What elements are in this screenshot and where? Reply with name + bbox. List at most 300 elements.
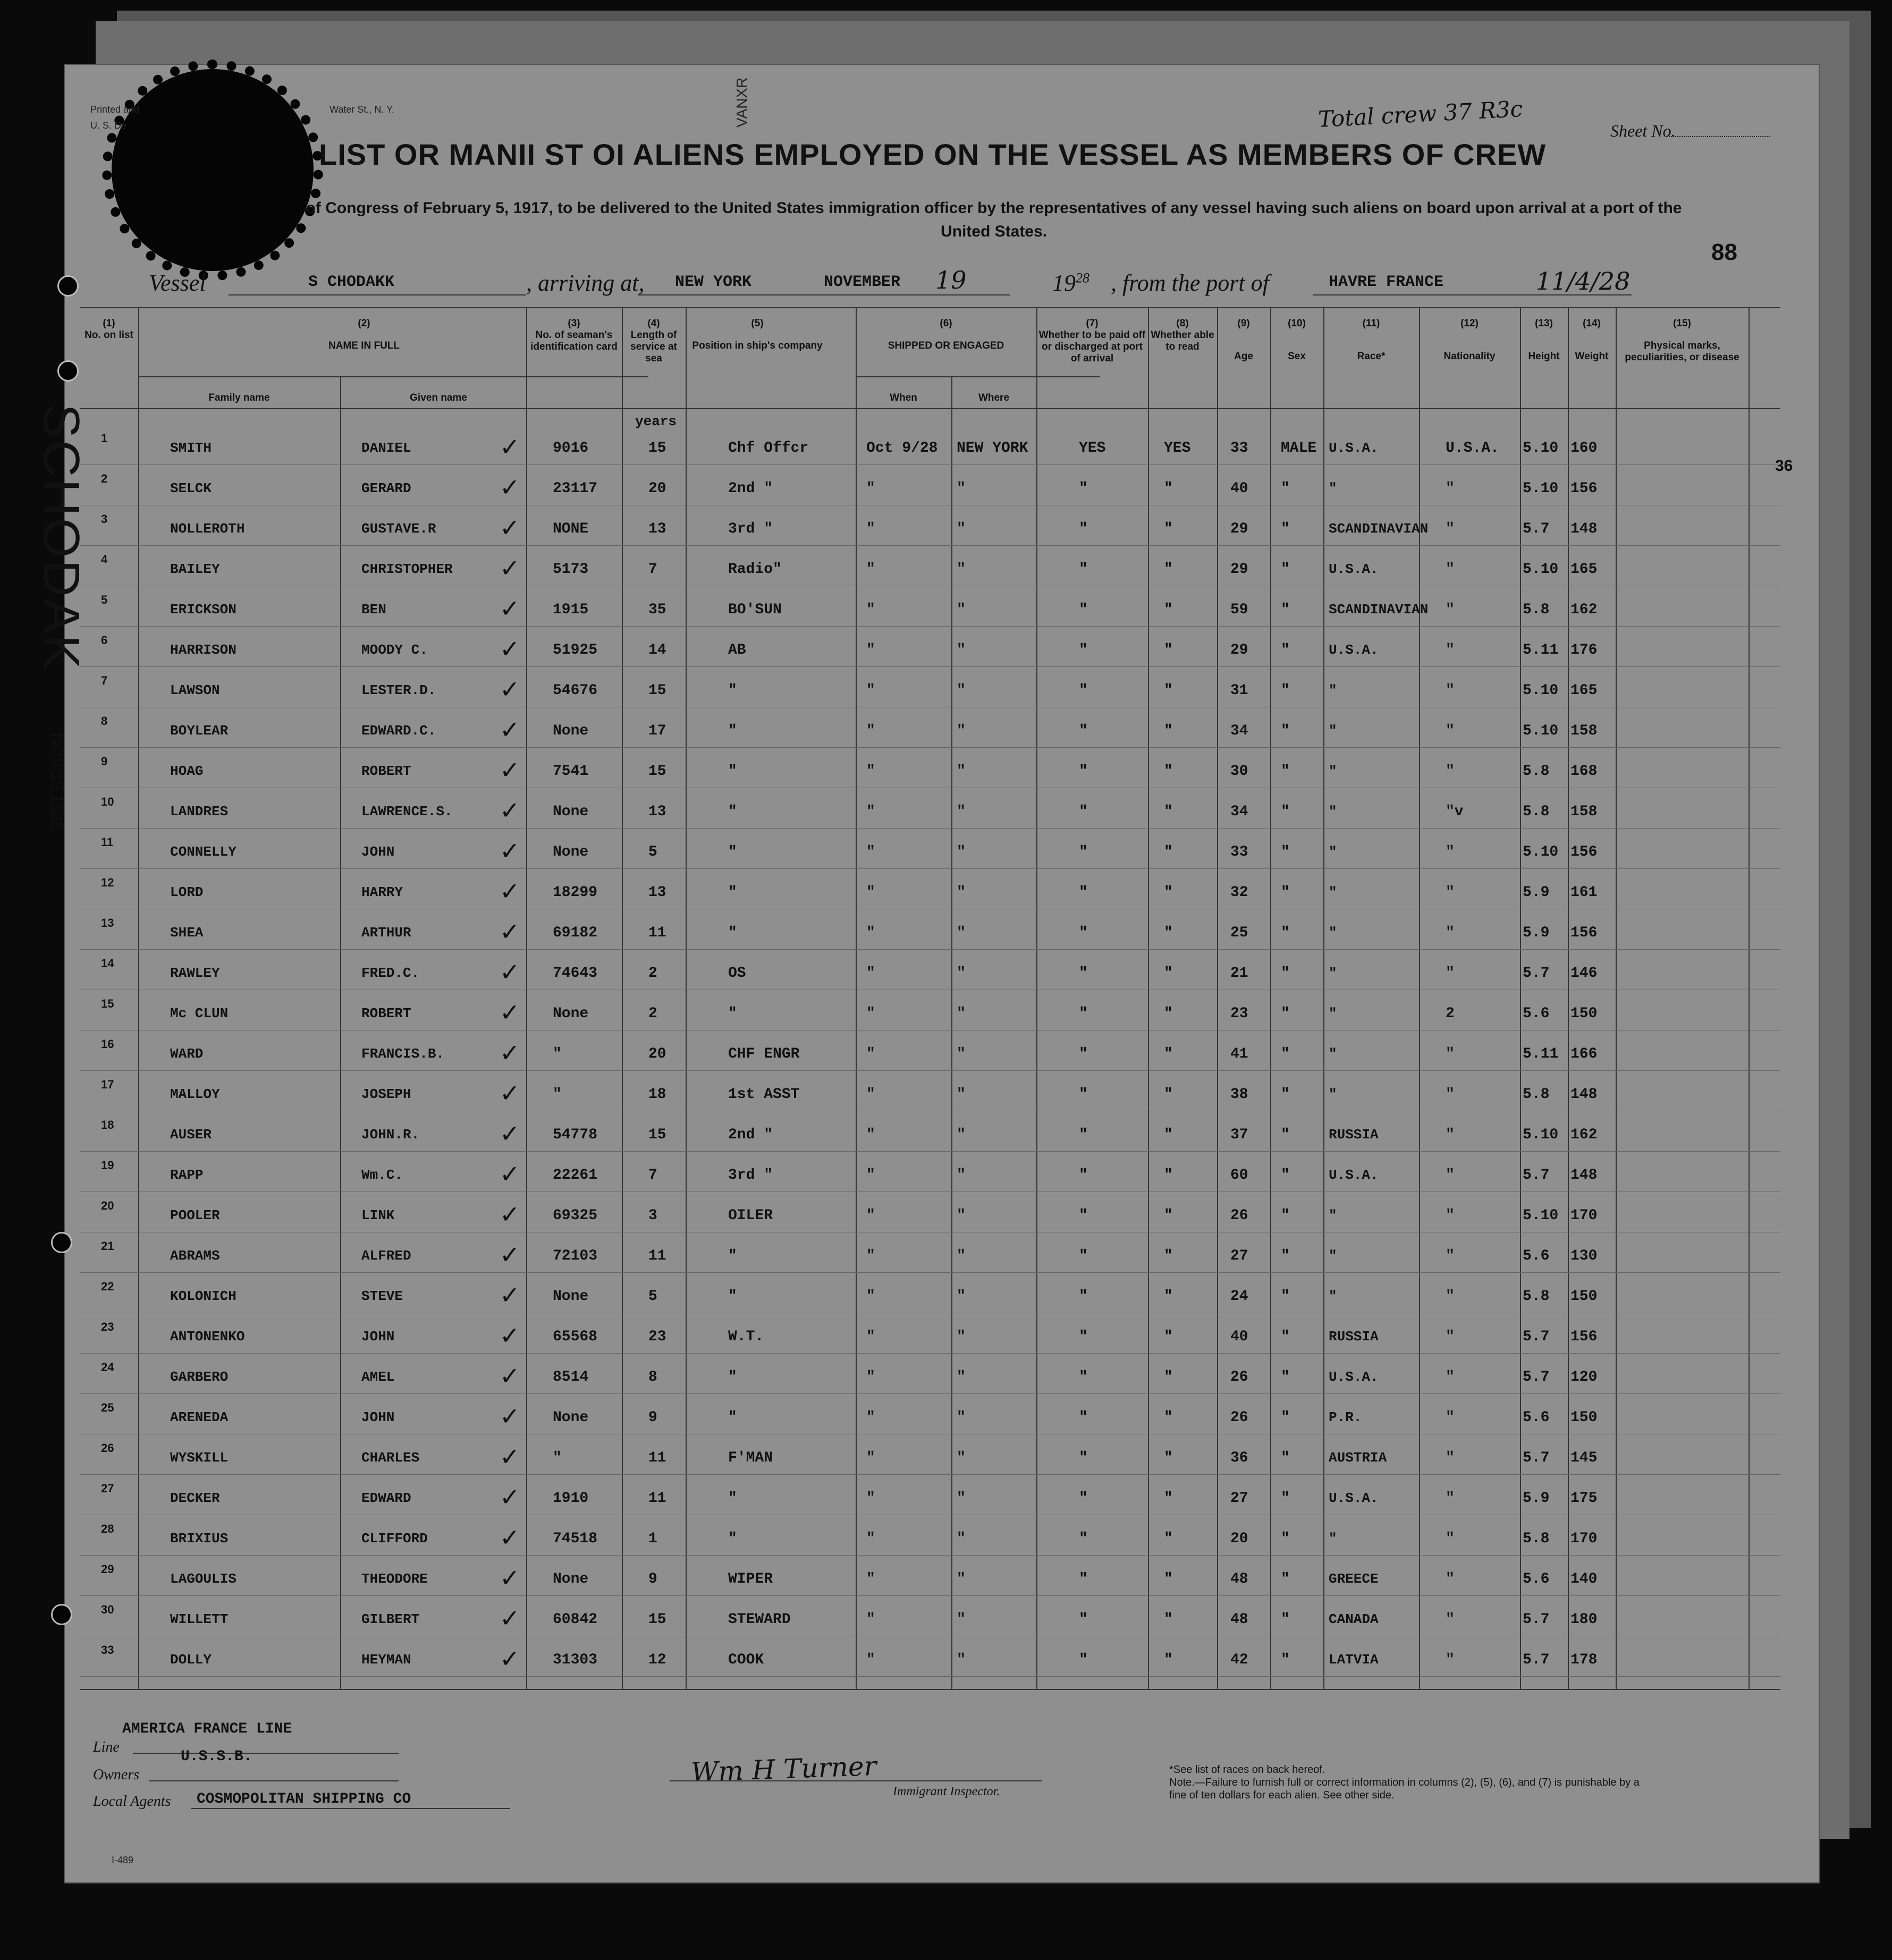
table-row bbox=[80, 1555, 1780, 1556]
cell-service-years: 5 bbox=[648, 844, 657, 860]
cell-list-number: 16 bbox=[101, 1037, 114, 1051]
column-divider bbox=[1217, 307, 1218, 1689]
sheet-number-blank bbox=[1669, 136, 1770, 137]
cell-height: 5.9 bbox=[1523, 1490, 1550, 1507]
cell-age: 48 bbox=[1230, 1611, 1248, 1628]
table-row bbox=[80, 828, 1780, 829]
cell-service-years: 23 bbox=[648, 1329, 666, 1345]
cell-given-name: CHARLES bbox=[361, 1450, 420, 1466]
cell-weight: 165 bbox=[1570, 561, 1598, 578]
arrival-date-stamp: NOV 19 1928 bbox=[48, 733, 66, 830]
cell-position: " bbox=[728, 804, 737, 820]
cell-height: 5.8 bbox=[1523, 602, 1550, 618]
cell-given-name: EDWARD.C. bbox=[361, 723, 436, 739]
cell-paid-off: " bbox=[1079, 1006, 1088, 1022]
cell-shipped-where: " bbox=[957, 1409, 966, 1426]
check-mark-icon: ✓ bbox=[500, 433, 520, 461]
cell-position: " bbox=[728, 1490, 737, 1507]
handwritten-crew-note: Total crew 37 R3c bbox=[1317, 95, 1524, 133]
cell-service-years: 7 bbox=[648, 1167, 657, 1184]
cell-able-to-read: " bbox=[1164, 925, 1173, 941]
cell-shipped-when: " bbox=[866, 965, 875, 982]
cell-nationality: " bbox=[1446, 1248, 1455, 1264]
cell-service-years: 15 bbox=[648, 682, 666, 699]
cell-age: 41 bbox=[1230, 1046, 1248, 1062]
cell-able-to-read: " bbox=[1164, 1450, 1173, 1466]
cell-nationality: " bbox=[1446, 723, 1455, 739]
owners-underline bbox=[149, 1780, 399, 1781]
cell-able-to-read: " bbox=[1164, 844, 1173, 860]
cell-nationality: " bbox=[1446, 1611, 1455, 1628]
cell-sex: " bbox=[1281, 925, 1290, 941]
cell-height: 5.6 bbox=[1523, 1571, 1550, 1587]
cell-sex: " bbox=[1281, 1127, 1290, 1143]
cell-given-name: MOODY C. bbox=[361, 642, 428, 658]
cell-id-card: 69325 bbox=[553, 1207, 598, 1224]
cell-weight: 130 bbox=[1570, 1248, 1598, 1264]
cell-shipped-when: " bbox=[866, 1571, 875, 1587]
port-underline bbox=[1313, 294, 1632, 295]
printer-line: Printed and bbox=[90, 104, 140, 115]
cell-able-to-read: " bbox=[1164, 1167, 1173, 1184]
cell-weight: 156 bbox=[1570, 480, 1598, 497]
table-bottom-border bbox=[80, 1689, 1780, 1690]
cell-shipped-when: " bbox=[866, 844, 875, 860]
cell-sex: " bbox=[1281, 965, 1290, 982]
cell-age: 36 bbox=[1230, 1450, 1248, 1466]
cell-paid-off: " bbox=[1079, 1652, 1088, 1668]
check-mark-icon: ✓ bbox=[500, 594, 520, 623]
cell-weight: 178 bbox=[1570, 1652, 1598, 1668]
cell-race: GREECE bbox=[1329, 1571, 1379, 1587]
cell-position: " bbox=[728, 1248, 737, 1264]
owners-value: U.S.S.B. bbox=[181, 1748, 252, 1765]
cell-shipped-where: " bbox=[957, 1086, 966, 1103]
cell-id-card: 54778 bbox=[553, 1127, 598, 1143]
cell-nationality: " bbox=[1446, 521, 1455, 537]
table-row bbox=[80, 1676, 1780, 1677]
cell-race: RUSSIA bbox=[1329, 1127, 1379, 1143]
cell-position: Chf Offcr bbox=[728, 440, 809, 457]
cell-height: 5.7 bbox=[1523, 1329, 1550, 1345]
cell-shipped-when: " bbox=[866, 1409, 875, 1426]
cell-shipped-where: " bbox=[957, 1127, 966, 1143]
cell-shipped-when: " bbox=[866, 763, 875, 780]
cell-shipped-when: " bbox=[866, 1046, 875, 1062]
cell-age: 29 bbox=[1230, 561, 1248, 578]
cell-shipped-where: " bbox=[957, 763, 966, 780]
form-number: I-489 bbox=[112, 1855, 134, 1865]
cell-height: 5.7 bbox=[1523, 1167, 1550, 1184]
column-divider bbox=[526, 307, 527, 1689]
cell-sex: " bbox=[1281, 480, 1290, 497]
cell-age: 34 bbox=[1230, 804, 1248, 820]
cell-weight: 120 bbox=[1570, 1369, 1598, 1385]
cell-race: " bbox=[1329, 1531, 1337, 1547]
cell-id-card: 1915 bbox=[553, 602, 589, 618]
cell-given-name: THEODORE bbox=[361, 1571, 428, 1587]
arriving-label: , arriving at, bbox=[526, 270, 645, 296]
cell-id-card: None bbox=[553, 723, 589, 739]
cell-able-to-read: " bbox=[1164, 480, 1173, 497]
cell-height: 5.7 bbox=[1523, 1611, 1550, 1628]
cell-sex: " bbox=[1281, 1531, 1290, 1547]
cell-service-years: 18 bbox=[648, 1086, 666, 1103]
col-sex-header: (10) Sex bbox=[1288, 318, 1306, 362]
col-service-header: (4) Length of service at sea bbox=[630, 318, 677, 364]
cell-id-card: 5173 bbox=[553, 561, 589, 578]
cell-nationality: " bbox=[1446, 925, 1455, 941]
cell-family-name: SELCK bbox=[170, 480, 212, 496]
cell-shipped-when: " bbox=[866, 804, 875, 820]
cell-list-number: 26 bbox=[101, 1441, 114, 1455]
cell-shipped-when: " bbox=[866, 1490, 875, 1507]
cell-weight: 160 bbox=[1570, 440, 1598, 457]
cell-service-years: 1 bbox=[648, 1531, 657, 1547]
cell-age: 42 bbox=[1230, 1652, 1248, 1668]
cell-height: 5.10 bbox=[1523, 844, 1559, 860]
cell-list-number: 17 bbox=[101, 1078, 114, 1091]
cell-able-to-read: " bbox=[1164, 1329, 1173, 1345]
cell-family-name: LANDRES bbox=[170, 804, 229, 820]
cell-family-name: MALLOY bbox=[170, 1086, 220, 1102]
column-divider bbox=[138, 307, 139, 1689]
cell-position: OS bbox=[728, 965, 746, 982]
cell-paid-off: " bbox=[1079, 1611, 1088, 1628]
cell-paid-off: " bbox=[1079, 1288, 1088, 1305]
cell-paid-off: " bbox=[1079, 763, 1088, 780]
cell-given-name: JOHN bbox=[361, 1329, 395, 1345]
line-value: AMERICA FRANCE LINE bbox=[122, 1721, 292, 1737]
cell-able-to-read: " bbox=[1164, 1207, 1173, 1224]
cell-shipped-when: " bbox=[866, 521, 875, 537]
cell-shipped-where: " bbox=[957, 1652, 966, 1668]
cell-nationality: " bbox=[1446, 1046, 1455, 1062]
check-mark-icon: ✓ bbox=[500, 1079, 520, 1108]
cell-family-name: LAWSON bbox=[170, 682, 220, 698]
line-label: Line bbox=[93, 1739, 120, 1755]
check-mark-icon: ✓ bbox=[500, 1119, 520, 1148]
cell-position: BO'SUN bbox=[728, 602, 782, 618]
cell-able-to-read: " bbox=[1164, 884, 1173, 901]
cell-service-years: 11 bbox=[648, 1248, 666, 1264]
cell-service-years: 11 bbox=[648, 925, 666, 941]
cell-height: 5.10 bbox=[1523, 682, 1559, 699]
cell-paid-off: " bbox=[1079, 1531, 1088, 1547]
cell-race: " bbox=[1329, 682, 1337, 698]
cell-weight: 175 bbox=[1570, 1490, 1598, 1507]
cell-shipped-where: " bbox=[957, 965, 966, 982]
cell-paid-off: " bbox=[1079, 1571, 1088, 1587]
cell-weight: 180 bbox=[1570, 1611, 1598, 1628]
cell-age: 23 bbox=[1230, 1006, 1248, 1022]
column-divider bbox=[1323, 307, 1324, 1689]
cell-family-name: BAILEY bbox=[170, 561, 220, 577]
cell-position: W.T. bbox=[728, 1329, 764, 1345]
cell-service-years: 5 bbox=[648, 1288, 657, 1305]
cell-paid-off: " bbox=[1079, 480, 1088, 497]
cell-sex: " bbox=[1281, 1611, 1290, 1628]
cell-given-name: DANIEL bbox=[361, 440, 411, 456]
cell-sex: " bbox=[1281, 642, 1290, 658]
cell-weight: 140 bbox=[1570, 1571, 1598, 1587]
col-paid-off-header: (7) Whether to be paid off or discharged at port of arrival bbox=[1038, 318, 1146, 364]
table-row bbox=[80, 1272, 1780, 1273]
cell-list-number: 7 bbox=[101, 674, 108, 687]
cell-position: F'MAN bbox=[728, 1450, 773, 1466]
check-mark-icon: ✓ bbox=[500, 513, 520, 542]
cell-shipped-when: " bbox=[866, 1207, 875, 1224]
cell-able-to-read: " bbox=[1164, 1006, 1173, 1022]
cell-able-to-read: " bbox=[1164, 602, 1173, 618]
cell-shipped-when: " bbox=[866, 1086, 875, 1103]
cell-shipped-when: " bbox=[866, 682, 875, 699]
cell-age: 31 bbox=[1230, 682, 1248, 699]
cell-nationality: " bbox=[1446, 1409, 1455, 1426]
cell-family-name: DECKER bbox=[170, 1490, 220, 1506]
cell-family-name: LAGOULIS bbox=[170, 1571, 236, 1587]
cell-list-number: 27 bbox=[101, 1482, 114, 1495]
check-mark-icon: ✓ bbox=[500, 1200, 520, 1229]
cell-sex: " bbox=[1281, 1329, 1290, 1345]
punch-hole bbox=[57, 275, 79, 297]
agents-value: COSMOPOLITAN SHIPPING CO bbox=[197, 1791, 411, 1807]
cell-service-years: 20 bbox=[648, 480, 666, 497]
cell-service-years: 17 bbox=[648, 723, 666, 739]
agents-label: Local Agents bbox=[93, 1793, 171, 1810]
cell-age: 33 bbox=[1230, 440, 1248, 457]
cell-weight: 146 bbox=[1570, 965, 1598, 982]
cell-weight: 170 bbox=[1570, 1531, 1598, 1547]
cell-given-name: EDWARD bbox=[361, 1490, 411, 1506]
cell-able-to-read: " bbox=[1164, 763, 1173, 780]
cell-id-card: 74518 bbox=[553, 1531, 598, 1547]
col-id-card-header: (3) No. of seaman's identification card bbox=[530, 318, 618, 352]
cell-shipped-where: NEW YORK bbox=[957, 440, 1028, 457]
cell-service-years: 14 bbox=[648, 642, 666, 658]
cell-family-name: ANTONENKO bbox=[170, 1329, 245, 1345]
check-mark-icon: ✓ bbox=[500, 796, 520, 825]
cell-service-years: 13 bbox=[648, 521, 666, 537]
cell-nationality: " bbox=[1446, 642, 1455, 658]
cell-height: 5.11 bbox=[1523, 1046, 1559, 1062]
cell-shipped-where: " bbox=[957, 1450, 966, 1466]
cell-age: 26 bbox=[1230, 1409, 1248, 1426]
check-mark-icon: ✓ bbox=[500, 1402, 520, 1431]
arrival-year: $19^{28}$ bbox=[1052, 270, 1089, 296]
cell-paid-off: " bbox=[1079, 965, 1088, 982]
cell-nationality: " bbox=[1446, 682, 1455, 699]
cell-race: " bbox=[1329, 1207, 1337, 1223]
check-mark-icon: ✓ bbox=[500, 756, 520, 784]
cell-position: 2nd " bbox=[728, 480, 773, 497]
cell-age: 29 bbox=[1230, 642, 1248, 658]
cell-shipped-where: " bbox=[957, 1248, 966, 1264]
cell-family-name: RAPP bbox=[170, 1167, 204, 1183]
cell-race: U.S.A. bbox=[1329, 642, 1379, 658]
cell-race: SCANDINAVIAN bbox=[1329, 602, 1429, 618]
cell-height: 5.8 bbox=[1523, 1086, 1550, 1103]
cell-given-name: FRANCIS.B. bbox=[361, 1046, 445, 1062]
cell-paid-off: " bbox=[1079, 804, 1088, 820]
cell-weight: 158 bbox=[1570, 804, 1598, 820]
cell-height: 5.9 bbox=[1523, 925, 1550, 941]
cell-able-to-read: " bbox=[1164, 1248, 1173, 1264]
cell-family-name: HOAG bbox=[170, 763, 204, 779]
cell-weight: 166 bbox=[1570, 1046, 1598, 1062]
cell-list-number: 29 bbox=[101, 1562, 114, 1576]
column-divider bbox=[1568, 307, 1569, 1689]
check-mark-icon: ✓ bbox=[500, 1362, 520, 1390]
cell-paid-off: " bbox=[1079, 1167, 1088, 1184]
cell-id-card: 74643 bbox=[553, 965, 598, 982]
cell-weight: 150 bbox=[1570, 1288, 1598, 1305]
cell-paid-off: " bbox=[1079, 723, 1088, 739]
table-row bbox=[80, 1393, 1780, 1394]
cell-age: 34 bbox=[1230, 723, 1248, 739]
arriving-place: NEW YORK bbox=[675, 273, 752, 291]
col-nationality-header: (12) Nationality bbox=[1443, 318, 1496, 362]
cell-able-to-read: " bbox=[1164, 1127, 1173, 1143]
cell-family-name: BOYLEAR bbox=[170, 723, 229, 739]
cell-height: 5.8 bbox=[1523, 1288, 1550, 1305]
agents-underline bbox=[191, 1808, 510, 1809]
cell-shipped-where: " bbox=[957, 602, 966, 618]
column-divider bbox=[622, 307, 623, 1689]
cell-paid-off: " bbox=[1079, 561, 1088, 578]
cell-able-to-read: " bbox=[1164, 1652, 1173, 1668]
cell-nationality: " bbox=[1446, 763, 1455, 780]
cell-able-to-read: " bbox=[1164, 521, 1173, 537]
header-bottom-border bbox=[80, 408, 1780, 409]
cell-paid-off: " bbox=[1079, 602, 1088, 618]
col-no-header: (1) No. on list bbox=[85, 318, 133, 341]
cell-id-card: " bbox=[553, 1046, 562, 1062]
cell-height: 5.8 bbox=[1523, 763, 1550, 780]
cell-id-card: 31303 bbox=[553, 1652, 598, 1668]
cell-sex: " bbox=[1281, 561, 1290, 578]
check-mark-icon: ✓ bbox=[500, 1483, 520, 1511]
cell-able-to-read: " bbox=[1164, 682, 1173, 699]
column-divider bbox=[1616, 307, 1617, 1689]
cell-height: 5.7 bbox=[1523, 521, 1550, 537]
cell-shipped-when: " bbox=[866, 1531, 875, 1547]
cell-nationality: "v bbox=[1446, 804, 1464, 820]
cell-paid-off: " bbox=[1079, 1046, 1088, 1062]
cell-race: LATVIA bbox=[1329, 1652, 1379, 1668]
cell-weight: 148 bbox=[1570, 1086, 1598, 1103]
cell-age: 40 bbox=[1230, 1329, 1248, 1345]
cell-able-to-read: " bbox=[1164, 1288, 1173, 1305]
cell-given-name: LESTER.D. bbox=[361, 682, 436, 698]
cell-family-name: SMITH bbox=[170, 440, 212, 456]
col-position-header: (5) Position in ship's company bbox=[692, 318, 823, 351]
cell-shipped-when: " bbox=[866, 1248, 875, 1264]
cell-weight: 145 bbox=[1570, 1450, 1598, 1466]
cell-shipped-when: " bbox=[866, 602, 875, 618]
cell-list-number: 3 bbox=[101, 512, 108, 526]
cell-given-name: LAWRENCE.S. bbox=[361, 804, 453, 820]
cell-list-number: 11 bbox=[101, 835, 114, 849]
cell-age: 20 bbox=[1230, 1531, 1248, 1547]
col-race-header: (11) Race* bbox=[1357, 318, 1386, 362]
cell-race: " bbox=[1329, 844, 1337, 860]
cell-paid-off: " bbox=[1079, 682, 1088, 699]
cell-service-years: 15 bbox=[648, 1611, 666, 1628]
cell-list-number: 10 bbox=[101, 795, 114, 808]
cell-shipped-where: " bbox=[957, 480, 966, 497]
cell-sex: " bbox=[1281, 1046, 1290, 1062]
cell-nationality: " bbox=[1446, 561, 1455, 578]
cell-id-card: None bbox=[553, 804, 589, 820]
cell-shipped-where: " bbox=[957, 1329, 966, 1345]
cell-weight: 150 bbox=[1570, 1409, 1598, 1426]
cell-list-number: 21 bbox=[101, 1239, 114, 1253]
column-divider bbox=[1749, 307, 1750, 1689]
cell-service-years: 9 bbox=[648, 1409, 657, 1426]
cell-position: WIPER bbox=[728, 1571, 773, 1587]
cell-family-name: LORD bbox=[170, 884, 204, 900]
col-age-header: (9) Age bbox=[1234, 318, 1253, 362]
cell-position: STEWARD bbox=[728, 1611, 791, 1628]
cell-list-number: 30 bbox=[101, 1603, 114, 1616]
cell-position: Radio" bbox=[728, 561, 782, 578]
cell-shipped-where: " bbox=[957, 844, 966, 860]
cell-id-card: 51925 bbox=[553, 642, 598, 658]
cell-able-to-read: " bbox=[1164, 1409, 1173, 1426]
cell-sex: " bbox=[1281, 521, 1290, 537]
col-when-header: When bbox=[890, 392, 917, 403]
cell-position: " bbox=[728, 925, 737, 941]
cell-height: 5.7 bbox=[1523, 965, 1550, 982]
cell-height: 5.6 bbox=[1523, 1409, 1550, 1426]
cell-position: " bbox=[728, 884, 737, 901]
cell-list-number: 2 bbox=[101, 472, 108, 485]
cell-weight: 176 bbox=[1570, 642, 1598, 658]
cell-height: 5.10 bbox=[1523, 1127, 1559, 1143]
cell-age: 25 bbox=[1230, 925, 1248, 941]
cell-position: " bbox=[728, 1369, 737, 1385]
sheet-number-label: Sheet No. bbox=[1610, 121, 1676, 140]
cell-id-card: None bbox=[553, 844, 589, 860]
cell-shipped-when: " bbox=[866, 642, 875, 658]
cell-shipped-when: " bbox=[866, 1288, 875, 1305]
cell-sex: " bbox=[1281, 1571, 1290, 1587]
cell-position: 3rd " bbox=[728, 521, 773, 537]
cell-given-name: Wm.C. bbox=[361, 1167, 403, 1183]
cell-list-number: 8 bbox=[101, 714, 108, 728]
footnotes: *See list of races on back hereof. Note.—Failure to furnish full or correct information in columns (2), (5), (6), and (7) is punishable by a fine of ten dollars for each alien. See other side. bbox=[1169, 1764, 1640, 1801]
check-mark-icon: ✓ bbox=[500, 1038, 520, 1067]
cell-position: " bbox=[728, 1531, 737, 1547]
cell-sex: " bbox=[1281, 1450, 1290, 1466]
cell-height: 5.7 bbox=[1523, 1369, 1550, 1385]
cell-weight: 148 bbox=[1570, 521, 1598, 537]
cell-sex: " bbox=[1281, 602, 1290, 618]
arrival-underline bbox=[638, 294, 1010, 295]
cell-shipped-where: " bbox=[957, 1369, 966, 1385]
table-row bbox=[80, 464, 1780, 465]
line-underline bbox=[133, 1753, 399, 1754]
cell-list-number: 12 bbox=[101, 876, 114, 889]
cell-race: U.S.A. bbox=[1329, 561, 1379, 577]
cell-age: 24 bbox=[1230, 1288, 1248, 1305]
cell-paid-off: YES bbox=[1079, 440, 1106, 457]
departure-date: 11/4/28 bbox=[1536, 267, 1631, 295]
cell-nationality: U.S.A. bbox=[1446, 440, 1499, 457]
cell-given-name: ALFRED bbox=[361, 1248, 411, 1264]
cell-id-card: 8514 bbox=[553, 1369, 589, 1385]
